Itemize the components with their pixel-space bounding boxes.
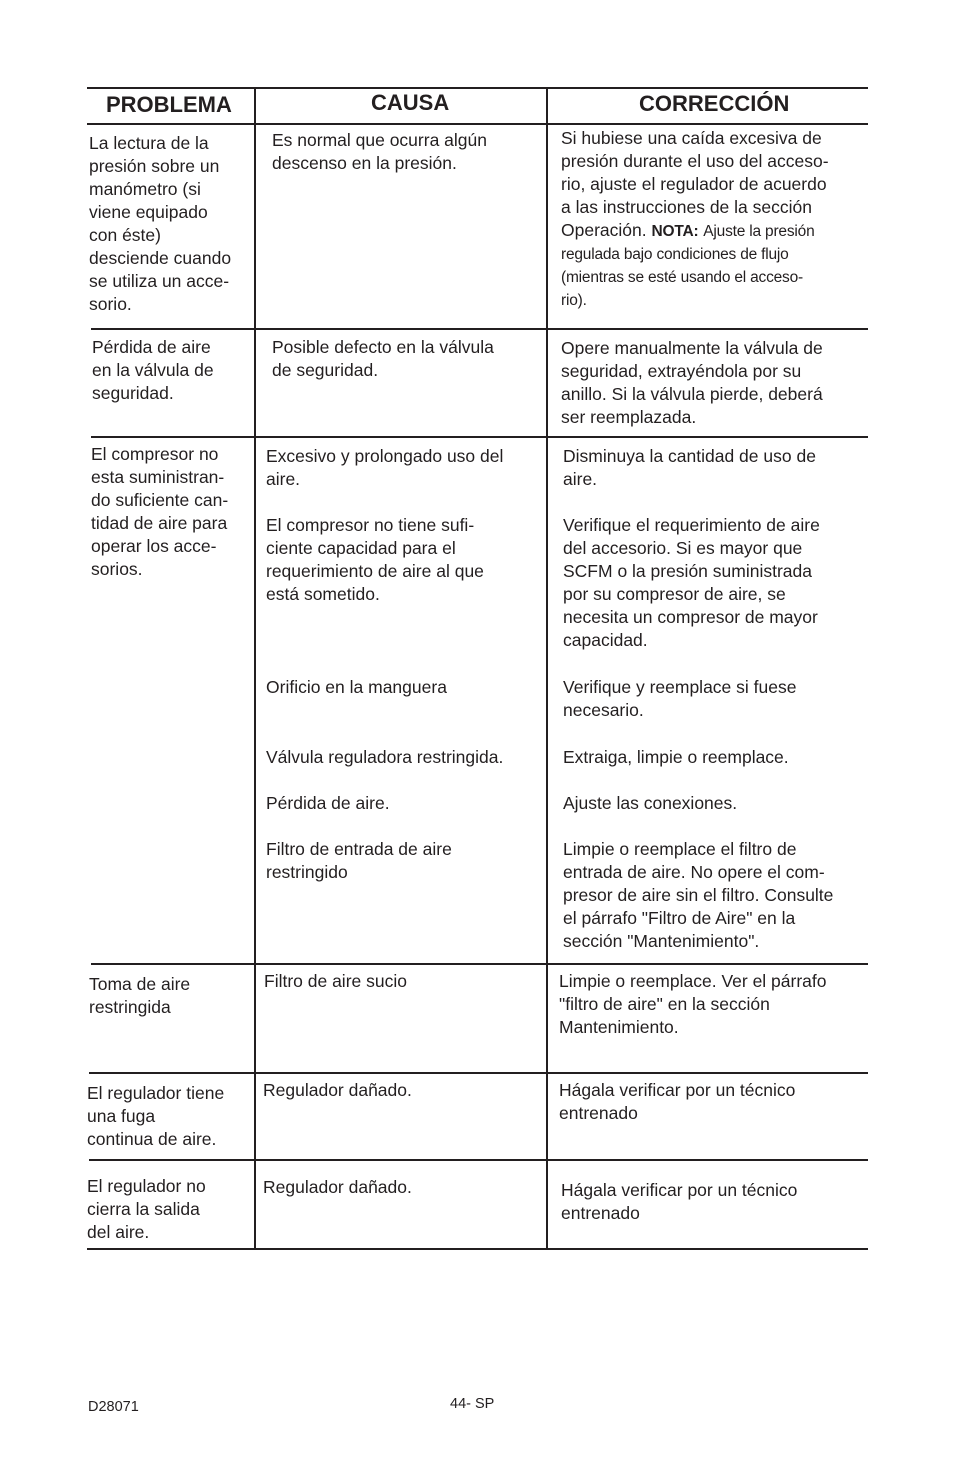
problema-cell: El regulador tiene una fuga continua de aire. <box>87 1083 225 1149</box>
causa-cell: Válvula reguladora restringida. <box>266 747 504 767</box>
problema-cell: Pérdida de aire en la válvula de seguridad. <box>92 337 214 403</box>
correccion-cell: Extraiga, limpie o reemplace. <box>563 747 789 767</box>
causa-cell: El compresor no tiene sufi- ciente capacidad para el requerimiento de aire al que está sometido. <box>266 515 484 604</box>
correccion-cell: Limpie o reemplace. Ver el párrafo "filtro de aire" en la sección Mantenimiento. <box>559 971 827 1037</box>
correccion-cell: Disminuya la cantidad de uso de aire. <box>563 446 816 489</box>
header-causa: CAUSA <box>371 90 450 115</box>
causa-cell: Regulador dañado. <box>263 1080 412 1100</box>
header-correccion: CORRECCIÓN <box>639 91 790 116</box>
correccion-cell: Si hubiese una caída excesiva de presión durante el uso del acceso- rio, ajuste el regulador de acuerdo a las instrucciones de la sección Operación. NOTA: Ajuste la presión regulada bajo condiciones de flujo (mientras se esté usando el acceso- rio). <box>561 128 829 309</box>
row-divider <box>89 1159 868 1161</box>
page-number: 44- SP <box>450 1396 495 1412</box>
correccion-cell: Verifique y reemplace si fuese necesario. <box>563 677 797 720</box>
header-problema: PROBLEMA <box>106 92 232 117</box>
correccion-nota-line: Operación. NOTA: Ajuste la presión <box>561 220 815 240</box>
problema-cell: El compresor no esta suministran- do suficiente can- tidad de aire para operar los acce- sorios. <box>91 444 229 579</box>
table-bottom-rule <box>87 1248 868 1250</box>
causa-cell: Filtro de aire sucio <box>264 971 407 991</box>
causa-cell: Es normal que ocurra algún descenso en la presión. <box>272 130 487 173</box>
causa-cell: Pérdida de aire. <box>266 793 390 813</box>
correccion-cell: Opere manualmente la válvula de seguridad, extrayéndola por su anillo. Si la válvula pierde, deberá ser reemplazada. <box>561 338 823 427</box>
correccion-cell: Limpie o reemplace el filtro de entrada de aire. No opere el com- presor de aire sin el filtro. Consulte el párrafo "Filtro de Aire" en la sección "Mantenimiento". <box>563 839 834 951</box>
causa-cell: Regulador dañado. <box>263 1177 412 1197</box>
header-bottom-rule <box>87 123 868 125</box>
causa-cell: Posible defecto en la válvula de seguridad. <box>272 337 494 380</box>
causa-cell: Filtro de entrada de aire restringido <box>266 839 452 882</box>
correccion-cell: Verifique el requerimiento de aire del accesorio. Si es mayor que SCFM o la presión suministrada por su compresor de aire, se necesita un compresor de mayor capacidad. <box>563 515 820 650</box>
row-divider <box>91 436 868 438</box>
problema-cell: La lectura de la presión sobre un manómetro (si viene equipado con éste) desciende cuando se utiliza un acce- sorio. <box>89 133 232 314</box>
causa-cell: Orificio en la manguera <box>266 677 447 697</box>
correccion-cell: Ajuste las conexiones. <box>563 793 738 813</box>
problema-cell: El regulador no cierra la salida del aire. <box>87 1176 206 1242</box>
correccion-cell: Hágala verificar por un técnico entrenado <box>561 1180 798 1223</box>
problema-cell: Toma de aire restringida <box>89 974 191 1017</box>
causa-cell: Excesivo y prolongado uso del aire. <box>266 446 504 489</box>
row-divider <box>91 328 868 330</box>
row-divider <box>91 963 868 965</box>
column-divider <box>546 87 548 1250</box>
correccion-cell: Hágala verificar por un técnico entrenado <box>559 1080 796 1123</box>
column-divider <box>254 87 256 1250</box>
document-number: D28071 <box>88 1399 139 1415</box>
row-divider <box>89 1072 868 1074</box>
nota-label: NOTA: <box>651 223 699 240</box>
table-top-rule <box>87 87 868 89</box>
